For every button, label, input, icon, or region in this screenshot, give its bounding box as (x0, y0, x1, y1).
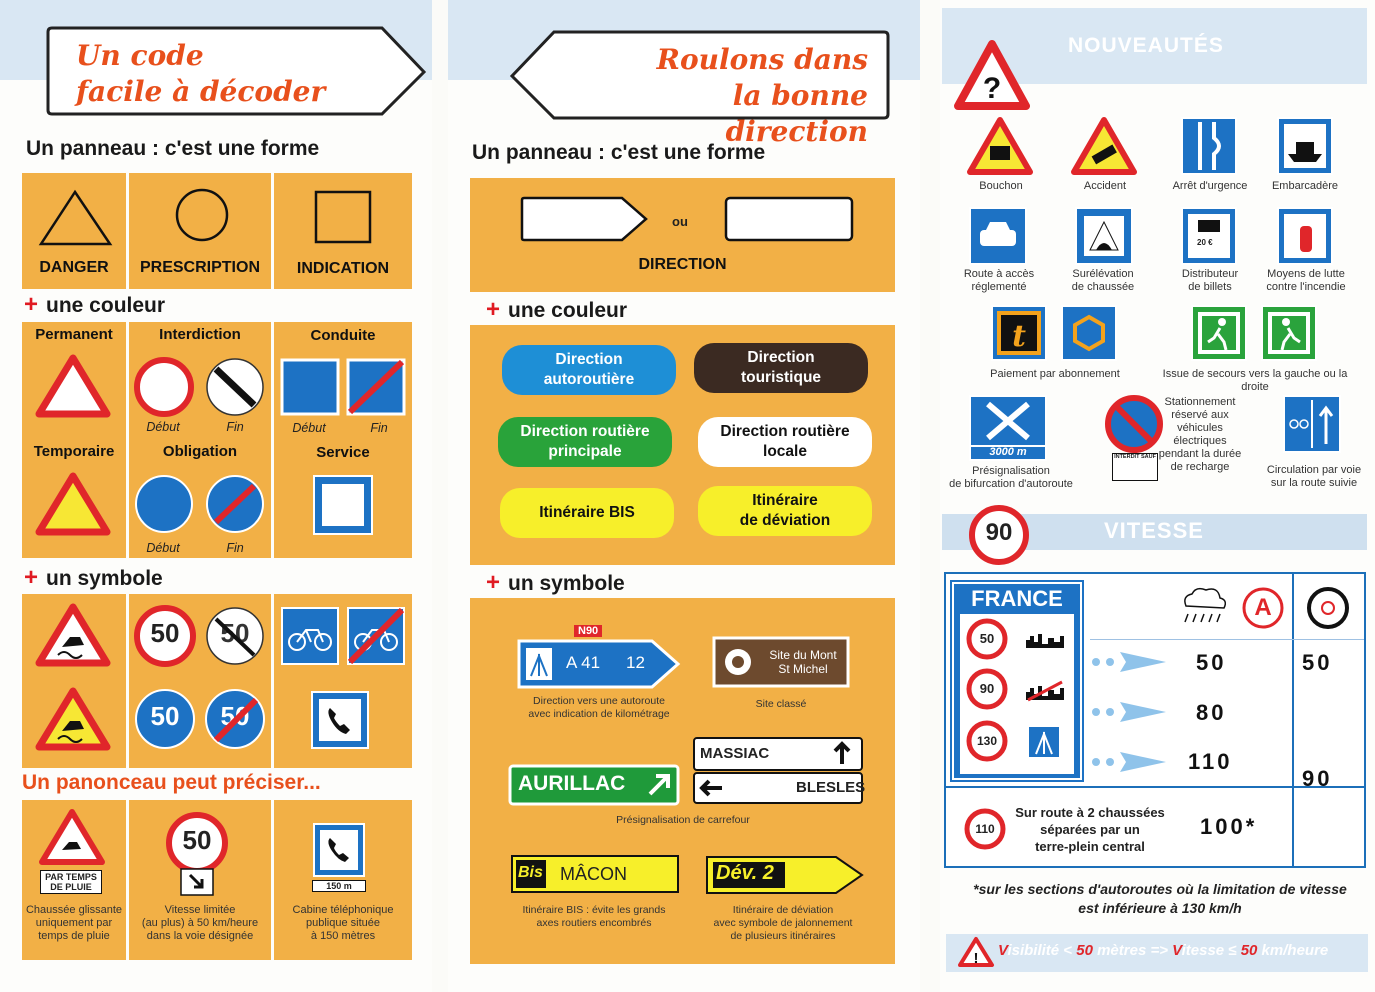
vitesse-90-text: 90 (985, 519, 1013, 546)
slippery-road-temp-sign-icon (36, 687, 110, 751)
left-panel (0, 0, 432, 992)
circ-l2: sur la route suivie (1270, 477, 1358, 489)
color-brush-text2-2: touristique (740, 369, 822, 386)
bis-city: MÂCON (560, 864, 627, 884)
speed-bump-sign-icon (1074, 206, 1134, 266)
middle-couleur-text: une couleur (508, 299, 628, 322)
row2-main-speed: 80 (1196, 700, 1227, 725)
left-couleur-title: + une couleur (24, 291, 166, 318)
accident-sign-icon (1070, 116, 1138, 178)
vis-t2: mètres => (1092, 942, 1173, 959)
route-acces-l1: Route à accès (963, 268, 1035, 280)
color-brush-text-2: Direction touristique (740, 349, 822, 386)
question-danger-sign-icon (954, 40, 1030, 112)
speed-limit-50-text: 50 (150, 618, 180, 648)
label-permanent: Permanent (35, 326, 113, 343)
middle-header-line1: Roulons dans (656, 43, 868, 76)
speed-arrow-3 (1090, 750, 1170, 774)
row23-right-speed: 90 (1302, 766, 1333, 791)
panonceau-caption-1 (22, 904, 126, 943)
table-row-divider (1090, 639, 1364, 640)
site-line2: St Michel (778, 662, 828, 676)
traffic-jam-sign-icon (966, 116, 1034, 178)
middle-header-line2: la bonne direction (725, 79, 868, 148)
cap1-line1: Chaussée glissante (25, 904, 122, 916)
motorway-icon (1028, 726, 1060, 758)
color-brush-text-1: Direction autoroutière (543, 351, 635, 388)
color-brush-text-6: Itinéraire de déviation (739, 492, 831, 529)
panonceau-caption-2 (129, 904, 271, 943)
town-skyline-icon (1024, 630, 1066, 650)
row110-description (1012, 804, 1168, 855)
slippery-road-sign-icon (36, 603, 110, 667)
conduite-debut-label: Début (292, 421, 326, 435)
deviation-caption (698, 904, 868, 943)
phone-panonceau-icon (312, 822, 366, 878)
presignal-l2: de bifurcation d'autoroute (949, 478, 1073, 490)
square-outline-icon (308, 186, 378, 248)
left-header-line2: facile à décoder (76, 75, 326, 108)
left-header-line1: Un code (76, 39, 204, 72)
road-110-text: 110 (975, 822, 995, 836)
conduite-blue-square-icon (280, 358, 340, 416)
color-brush-text2-1: autoroutière (543, 371, 635, 388)
presignal-l1: Présignalisation (972, 465, 1050, 477)
cap2-line3: dans la voie désignée (146, 930, 254, 942)
end-cycle-path-sign-icon (346, 606, 406, 666)
vis-n1: 50 (1076, 942, 1093, 959)
obligation-fin-label: Fin (226, 541, 244, 555)
paiement-caption: Paiement par abonnement (990, 368, 1120, 380)
distributeur-caption (1162, 268, 1258, 294)
color-brush-text-3: Direction routière principale (520, 423, 650, 460)
row110-speed: 100* (1200, 814, 1258, 839)
issue-caption: Issue de secours vers la gauche ou la droite (1162, 368, 1348, 393)
ferry-sign-icon (1276, 116, 1334, 176)
end-speed-slash (204, 605, 266, 667)
cap1-line3: temps de pluie (38, 930, 110, 942)
end-min-speed-slash (204, 688, 266, 750)
ou-label: ou (672, 214, 688, 229)
road-90-text: 90 (979, 681, 995, 696)
footnote-l1: *sur les sections d'autoroutes où la limitation de vitesse (973, 881, 1347, 897)
end-restriction-sign-icon (204, 357, 266, 417)
incendie-l2: contre l'incendie (1266, 281, 1346, 293)
color-brush-1 (502, 345, 676, 395)
forme-label-danger: DANGER (39, 259, 109, 276)
stat-l6: de recharge (1170, 461, 1230, 473)
direction-rect-shape-icon (724, 196, 854, 242)
arret-caption: Arrêt d'urgence (1172, 180, 1248, 192)
vis-v: V (998, 942, 1008, 959)
middle-panel (448, 0, 920, 992)
color-brush-2 (694, 343, 868, 393)
a41-cap-line2: avec indication de kilométrage (528, 708, 670, 720)
direction-label: DIRECTION (638, 256, 727, 273)
emergency-stop-sign-icon (1180, 116, 1238, 176)
a41-caption (504, 695, 694, 721)
left-symbole-title: + un symbole (24, 564, 163, 591)
slippery-pluie-sign-icon (38, 808, 106, 866)
middle-symbole-title: + un symbole (486, 569, 625, 596)
left-symbole-text: un symbole (46, 567, 163, 590)
middle-couleur-title: + une couleur (486, 296, 628, 323)
interdiction-fin-label: Fin (226, 420, 244, 434)
direction-arrow-shape-icon (520, 196, 650, 242)
cap1-line2: uniquement par (35, 917, 113, 929)
france-label: FRANCE (971, 586, 1063, 611)
site-caption: Site classé (755, 698, 807, 710)
color-brush-text2-3: principale (548, 443, 622, 460)
massiac-label: MASSIAC (700, 745, 770, 762)
end-town-icon (1024, 680, 1066, 702)
conduite-end-square-icon (346, 358, 406, 416)
stat-l3: véhicules (1177, 422, 1223, 434)
speed-arrow-1 (1090, 650, 1170, 674)
vis-t3: itesse ≤ (1181, 942, 1241, 959)
dev-cap-line2: avec symbole de jalonnement (713, 917, 853, 929)
route-acces-l2: réglementé (971, 281, 1027, 293)
bouchon-caption: Bouchon (979, 180, 1023, 192)
bis-cap-line2: axes routiers encombrés (536, 917, 652, 929)
surelev-l2: de chaussée (1071, 281, 1135, 293)
incendie-caption (1260, 268, 1352, 294)
exit-right-sign-icon (1260, 304, 1318, 362)
dev-cap-line1: Itinéraire de déviation (732, 904, 834, 916)
no-entry-ring-icon (134, 357, 194, 417)
novice-a-text: A (1254, 594, 1272, 621)
vitesse-title: VITESSE (1104, 518, 1204, 543)
lane-arrow-plaque-icon (180, 868, 214, 896)
a41-km: 12 (626, 653, 645, 672)
end-speed-limit-50-text: 50 (220, 618, 250, 648)
site-line1: Site du Mont (769, 648, 837, 662)
visibilite-text (998, 942, 1328, 959)
deviation-label: Dév. 2 (716, 862, 774, 884)
incendie-l1: Moyens de lutte (1267, 268, 1345, 280)
n90-tag: N90 (574, 625, 602, 637)
color-brush-text2-4: locale (763, 443, 807, 460)
panonceau-title: Un panonceau peut préciser... (22, 771, 321, 794)
left-couleur-text: une couleur (46, 294, 166, 317)
distrib-l2: de billets (1188, 281, 1232, 293)
snow-wheel-icon (1306, 586, 1350, 630)
stat-l1: Stationnement (1164, 396, 1236, 408)
color-brush-5 (500, 488, 674, 538)
urban-50-text: 50 (979, 631, 995, 646)
dev-cap-line3: de plusieurs itinéraires (730, 930, 836, 942)
footnote (950, 880, 1370, 918)
row110-l3: terre-plein central (1035, 839, 1145, 854)
cap2-line1: Vitesse limitée (164, 904, 236, 916)
temporary-danger-sign-icon (36, 472, 110, 536)
color-brush-6 (698, 486, 872, 536)
stat-l5: pendant la durée (1158, 448, 1242, 460)
row1-main-speed: 50 (1196, 650, 1227, 675)
fire-extinguisher-sign-icon (1276, 206, 1334, 266)
circulation-caption (1254, 464, 1374, 490)
service-square-icon (312, 474, 374, 536)
aurillac-label: AURILLAC (518, 772, 626, 795)
carrefour-caption: Présignalisation de carrefour (616, 814, 750, 826)
panonceau-caption-3 (274, 904, 412, 943)
middle-forme-title: Un panneau : c'est une forme (472, 141, 766, 164)
row110-l1: Sur route à 2 chaussées (1015, 805, 1165, 820)
bis-caption (504, 904, 684, 930)
surelev-l1: Surélévation (1072, 268, 1134, 280)
svg-text:!: ! (973, 950, 979, 967)
label-interdiction: Interdiction (159, 326, 241, 343)
interdit-sauf-text: INTERDIT SAUF (1114, 454, 1156, 460)
cap2-line2: (au plus) à 50 km/heure (141, 917, 259, 929)
label-conduite: Conduite (310, 327, 376, 344)
route-acces-caption (954, 268, 1044, 294)
label-temporaire: Temporaire (33, 443, 115, 460)
interdiction-debut-label: Début (146, 420, 180, 434)
triangle-outline-icon (38, 188, 113, 248)
presignal-caption (946, 465, 1076, 491)
toll-hexagon-sign-icon (1060, 304, 1118, 362)
min-speed-50-text: 50 (150, 701, 180, 731)
bis-cap-line1: Itinéraire BIS : évite les grands (522, 904, 666, 916)
middle-symbole-text: un symbole (508, 572, 625, 595)
speed-arrow-2 (1090, 700, 1170, 724)
speed-50-panonceau-text: 50 (182, 825, 212, 855)
label-obligation: Obligation (162, 443, 238, 460)
color-brush-text2-6: de déviation (739, 512, 831, 529)
bis-tag: Bis (518, 864, 543, 881)
embarcadere-caption: Embarcadère (1271, 180, 1339, 192)
exit-left-sign-icon (1190, 304, 1248, 362)
forme-label-prescription: PRESCRIPTION (139, 259, 260, 276)
no-parking-ev-sign-icon (1106, 396, 1162, 452)
footnote-l2: est inférieure à 130 km/h (1078, 900, 1242, 916)
phone-sign-icon (310, 690, 370, 750)
presignal-distance: 3000 m (989, 446, 1027, 458)
surelevation-caption (1058, 268, 1148, 294)
vis-n2: 50 (1240, 942, 1258, 959)
cap3-line2: publique située (305, 917, 380, 929)
color-brush-text-4: Direction routière locale (720, 423, 850, 460)
toll-subscription-sign-icon (990, 304, 1048, 362)
obligation-debut-label: Début (146, 541, 180, 555)
warning-triangle-icon (958, 936, 994, 968)
left-forme-title: Un panneau : c'est une forme (26, 137, 320, 160)
a41-road: A 41 (566, 653, 601, 672)
row110-l2: séparées par un (1040, 822, 1140, 837)
motorway-130-text: 130 (976, 734, 998, 748)
forme-label-indication: INDICATION (296, 260, 390, 277)
color-brush-text-5: Itinéraire BIS (539, 504, 635, 521)
ticket-price: 20 € (1197, 238, 1213, 247)
vis-t1: isibilité < (1007, 942, 1077, 959)
plaque-distance: 150 m (312, 880, 366, 892)
end-min-speed-50-text: 50 (220, 701, 250, 731)
cycle-path-sign-icon (280, 606, 340, 666)
circle-outline-icon (173, 186, 231, 244)
a41-cap-line1: Direction vers une autoroute (533, 695, 665, 707)
label-service: Service (316, 444, 370, 461)
restricted-road-sign-icon (968, 206, 1028, 266)
cap3-line1: Cabine téléphonique (292, 904, 394, 916)
table-col-divider (1292, 574, 1294, 866)
obligation-circle-icon (134, 474, 194, 534)
color-brush-4 (698, 417, 872, 467)
end-obligation-circle-icon (204, 474, 266, 534)
right-panel (940, 0, 1375, 992)
interdit-sauf-plaque (1112, 453, 1158, 481)
svg-text:t: t (1012, 319, 1026, 354)
stat-l2: réservé aux (1171, 409, 1229, 421)
accident-caption: Accident (1083, 180, 1127, 192)
permanent-danger-sign-icon (36, 354, 110, 418)
cap3-line3: à 150 mètres (310, 930, 376, 942)
color-brush-3 (498, 417, 672, 467)
vis-t4: km/heure (1257, 942, 1329, 959)
plaque-pluie: PAR TEMPS DE PLUIE (40, 870, 102, 894)
nouveautes-title: NOUVEAUTÉS (1068, 34, 1224, 57)
distrib-l1: Distributeur (1181, 268, 1239, 280)
stat-l4: électriques (1173, 435, 1227, 447)
conduite-fin-label: Fin (370, 421, 388, 435)
svg-text:?: ? (982, 72, 1002, 105)
rain-cloud-icon (1176, 584, 1232, 634)
row3-main-speed: 110 (1188, 749, 1233, 774)
vis-v2: V (1172, 942, 1182, 959)
circ-l1: Circulation par voie (1266, 464, 1362, 476)
lane-bike-sign-icon (1282, 394, 1342, 454)
stationnement-caption (1158, 396, 1242, 474)
row1-right-speed: 50 (1302, 650, 1333, 675)
ticket-machine-sign-icon (1180, 206, 1238, 266)
blesles-label: BLESLES (796, 779, 866, 796)
